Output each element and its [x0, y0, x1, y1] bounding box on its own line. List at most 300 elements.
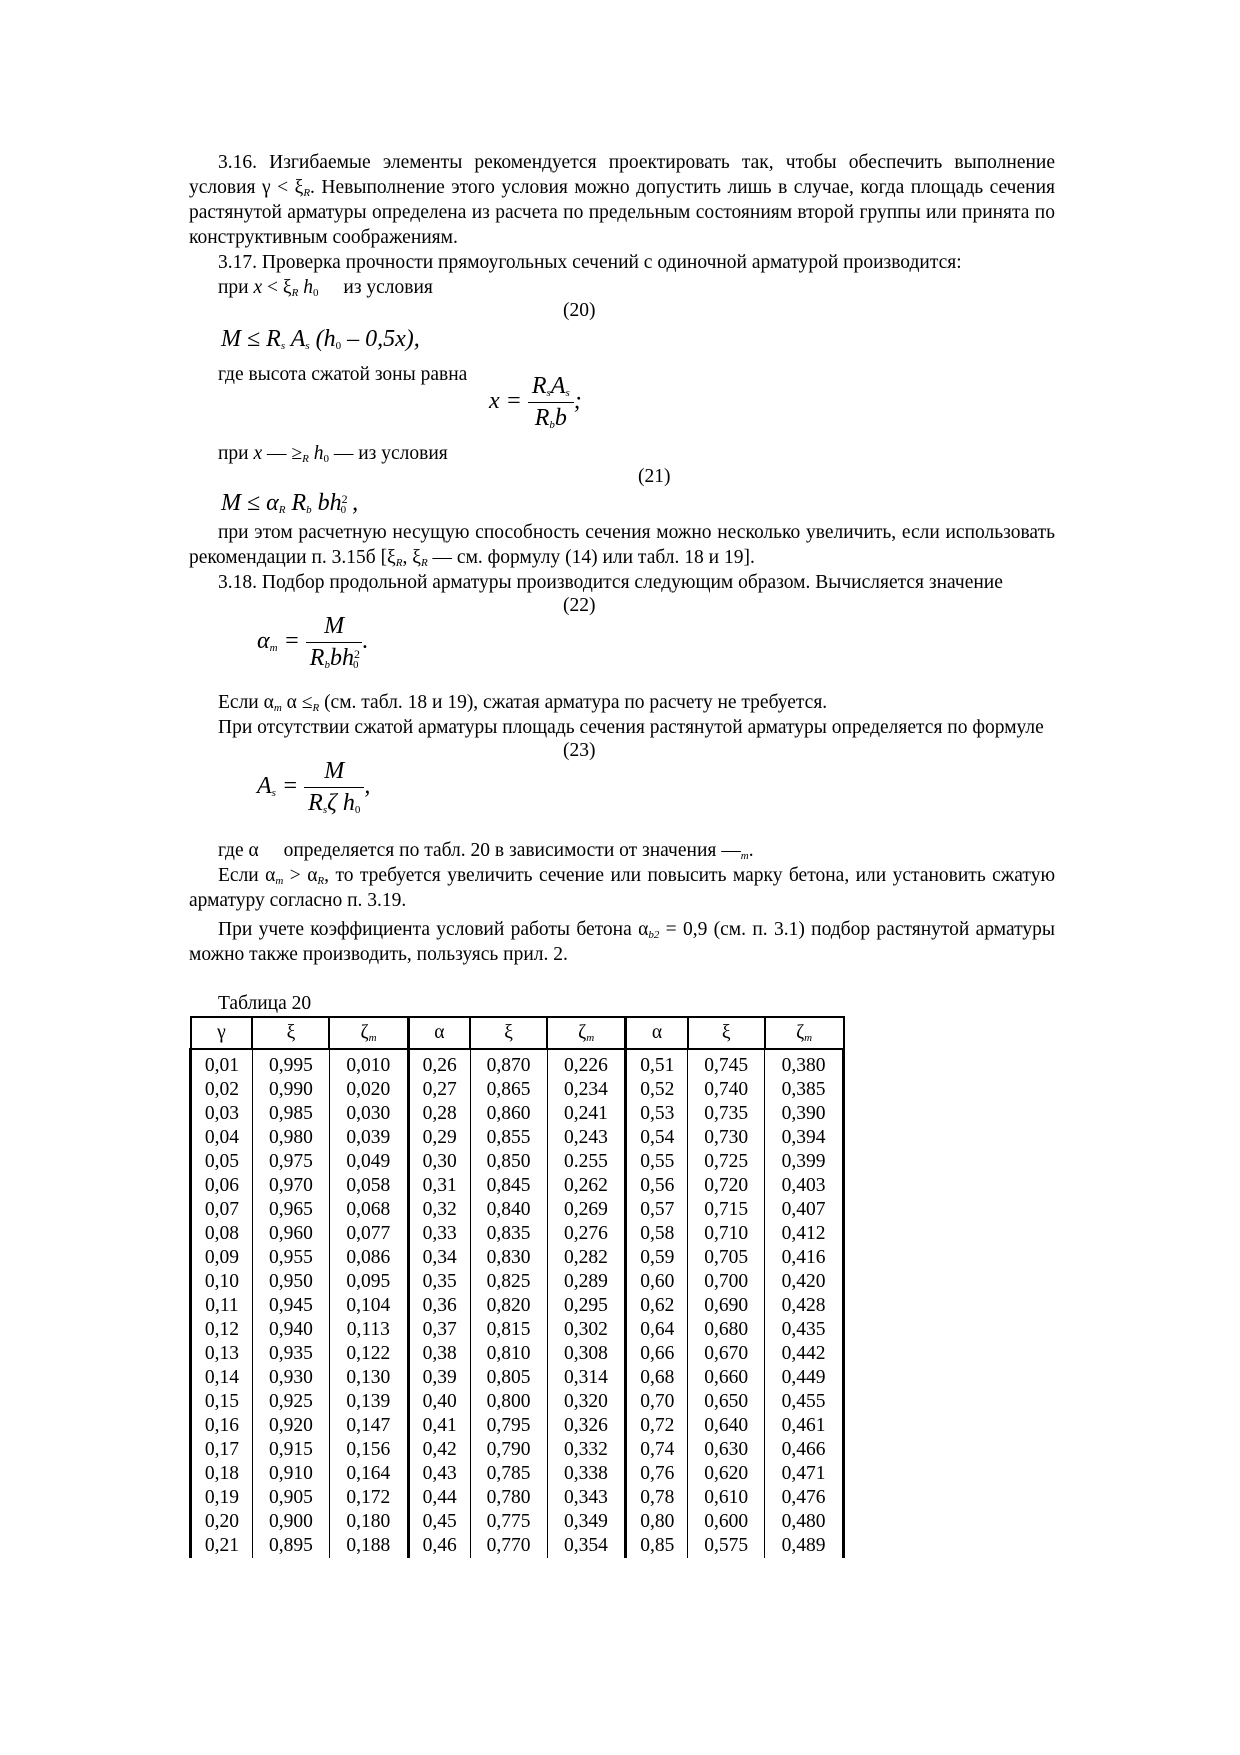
table-cell: 0,09: [191, 1246, 253, 1270]
table-row: [191, 1150, 844, 1174]
table-cell: 0,64: [626, 1318, 688, 1342]
table-cell: 0,835: [470, 1222, 547, 1246]
table-row: [191, 1294, 844, 1318]
where-alpha: [189, 838, 1055, 863]
table-cell: 0,34: [408, 1246, 470, 1270]
text: =: [277, 628, 300, 655]
table-row: [191, 1318, 844, 1342]
table-cell: 0,276: [547, 1222, 626, 1246]
table-cell: 0,965: [252, 1198, 329, 1222]
table-cell: 0,730: [688, 1126, 765, 1150]
text: , то требуется увеличить сечение или повысить марку бетона, или установить сжатую арматуру согласно п. 3.19.: [189, 865, 1056, 911]
table-cell: 0,640: [688, 1414, 765, 1438]
table-cell: 0,870: [470, 1049, 547, 1078]
table-cell: 0,05: [191, 1150, 253, 1174]
table-row: [191, 1462, 844, 1486]
table-cell: 0,820: [470, 1294, 547, 1318]
subscript: b: [549, 419, 555, 431]
header-symbol: ξ: [721, 1022, 731, 1043]
table-cell: 0,295: [547, 1294, 626, 1318]
document-page: [189, 150, 1055, 1558]
table-cell: 0,780: [470, 1486, 547, 1510]
table-cell: 0,010: [329, 1049, 408, 1078]
table-header-cell: [547, 1017, 626, 1049]
text: α: [257, 628, 270, 655]
text: ;: [573, 388, 582, 415]
subscript: R: [278, 504, 286, 516]
text: R: [309, 645, 325, 671]
subscript: 0: [354, 804, 361, 816]
table-cell: 0,320: [547, 1390, 626, 1414]
table-cell: 0,66: [626, 1342, 688, 1366]
table-cell: 0,85: [626, 1534, 688, 1558]
header-symbol: ξ: [504, 1022, 513, 1043]
text: . Невыполнение этого условия можно допустить лишь в случае, когда площадь сечения растянутой арматуры определена из расчета по предельным состояниям второй группы или принята по конструктивным соображениям.: [189, 177, 1055, 248]
table-cell: 0,54: [626, 1126, 688, 1150]
table-cell: 0,058: [329, 1174, 408, 1198]
text: при этом расчетную несущую способность сечения можно несколько увеличить, если использовать рекомендации п. 3.15б [ξ: [189, 522, 1055, 568]
table-cell: 0,27: [408, 1078, 470, 1102]
table-cell: 0,38: [408, 1342, 470, 1366]
table-cell: 0,466: [765, 1438, 844, 1462]
header-symbol: ζ: [578, 1022, 587, 1043]
table-cell: 0.255: [547, 1150, 626, 1174]
table-cell: 0,76: [626, 1462, 688, 1486]
table-cell: 0,715: [688, 1198, 765, 1222]
table-header-cell: [626, 1017, 688, 1049]
equation-number: (21): [638, 466, 671, 487]
table-cell: 0,955: [252, 1246, 329, 1270]
table-cell: 0,489: [765, 1534, 844, 1558]
table-cell: 0,770: [470, 1534, 547, 1558]
var-x: x: [253, 443, 263, 464]
equation-number: (22): [563, 595, 596, 616]
table-cell: 0,390: [765, 1102, 844, 1126]
table-cell: 0,905: [252, 1486, 329, 1510]
table-cell: 0,399: [765, 1150, 844, 1174]
table-cell: 0,122: [329, 1342, 408, 1366]
table-row: [191, 1126, 844, 1150]
fraction: [306, 613, 363, 672]
table-cell: 0,412: [765, 1222, 844, 1246]
subscript: R: [302, 453, 309, 465]
header-symbol: ζ: [360, 1022, 369, 1043]
table-cell: 0,343: [547, 1486, 626, 1510]
table-row: [191, 1366, 844, 1390]
if-am-le-aR: [189, 690, 1055, 715]
text: – 0,5x),: [341, 326, 420, 352]
table-cell: 0,049: [329, 1150, 408, 1174]
text: — из условия: [328, 443, 448, 464]
text: =: [275, 773, 299, 800]
table-cell: 0,70: [626, 1390, 688, 1414]
table-cell: 0,32: [408, 1198, 470, 1222]
table-cell: 0,12: [191, 1318, 253, 1342]
table-cell: 0,269: [547, 1198, 626, 1222]
subscript: 0: [335, 340, 342, 352]
subscript: 0: [340, 504, 347, 516]
text: A: [285, 326, 306, 352]
table-cell: 0,910: [252, 1462, 329, 1486]
text: < ξ: [270, 177, 304, 198]
table-cell: 0,20: [191, 1510, 253, 1534]
table-cell: 0,130: [329, 1366, 408, 1390]
table-header-cell: [252, 1017, 329, 1049]
table-cell: 0,17: [191, 1438, 253, 1462]
table-header-cell: [329, 1017, 408, 1049]
table-cell: 0,31: [408, 1174, 470, 1198]
table-cell: 0,920: [252, 1414, 329, 1438]
table-cell: 0,172: [329, 1486, 408, 1510]
table-cell: 0,262: [547, 1174, 626, 1198]
table-cell: 0,45: [408, 1510, 470, 1534]
text: при: [218, 277, 254, 298]
table-cell: 0,403: [765, 1174, 844, 1198]
table-cell: 0,980: [252, 1126, 329, 1150]
subscript: R: [291, 287, 299, 299]
table-row: [191, 1486, 844, 1510]
equation-23: [189, 740, 1055, 838]
table-cell: 0,950: [252, 1270, 329, 1294]
table-cell: 0,10: [191, 1270, 253, 1294]
table-cell: 0,775: [470, 1510, 547, 1534]
table-cell: 0,15: [191, 1390, 253, 1414]
table-cell: 0,55: [626, 1150, 688, 1174]
table-cell: 0,725: [688, 1150, 765, 1174]
table-cell: 0,02: [191, 1078, 253, 1102]
subscript: b2: [648, 929, 660, 941]
fraction: [528, 373, 574, 432]
table-cell: 0,234: [547, 1078, 626, 1102]
table-cell: 0,825: [470, 1270, 547, 1294]
table-cell: 0,610: [688, 1486, 765, 1510]
table-cell: 0,428: [765, 1294, 844, 1318]
formula-23: [257, 758, 370, 817]
text: — см. формулу (14) или табл. 18 и 19].: [427, 547, 755, 568]
table-cell: 0,164: [329, 1462, 408, 1486]
denominator: [304, 788, 364, 817]
numerator: M: [306, 613, 363, 643]
equation-number: (23): [563, 740, 596, 761]
if-am-gt-aR: [189, 863, 1055, 913]
text: A: [257, 773, 272, 800]
subscript: b: [324, 659, 330, 671]
subscript: R: [312, 702, 320, 714]
table-cell: 0,745: [688, 1049, 765, 1078]
subscript: s: [305, 340, 310, 352]
text: x =: [489, 388, 522, 415]
formula-22: [257, 613, 368, 672]
paragraph-3-18: 3.18. Подбор продольной арматуры производится следующим образом. Вычисляется значение: [218, 572, 1003, 593]
subscript: s: [565, 387, 570, 399]
table-cell: 0,416: [765, 1246, 844, 1270]
text: — ≥: [262, 443, 303, 464]
table-cell: 0,11: [191, 1294, 253, 1318]
table-cell: 0,810: [470, 1342, 547, 1366]
table-cell: 0,113: [329, 1318, 408, 1342]
text: при: [218, 443, 254, 464]
text: ζ h: [327, 790, 355, 816]
table-header-cell: [765, 1017, 844, 1049]
text: Если α: [218, 692, 274, 713]
table-cell: 0,58: [626, 1222, 688, 1246]
subscript: R: [303, 187, 311, 199]
formula-20: [221, 326, 420, 353]
table-cell: 0,830: [470, 1246, 547, 1270]
formula-x: [489, 373, 582, 432]
table-cell: 0,800: [470, 1390, 547, 1414]
text: bh: [329, 645, 354, 671]
header-subscript: m: [586, 1032, 595, 1044]
table-cell: 0,840: [470, 1198, 547, 1222]
table-cell: 0,43: [408, 1462, 470, 1486]
table-cell: 0,039: [329, 1126, 408, 1150]
header-symbol: α: [434, 1022, 445, 1043]
subscript: R: [395, 557, 403, 569]
subscript: 0: [352, 659, 359, 671]
table-cell: 0,077: [329, 1222, 408, 1246]
text: γ: [262, 177, 271, 198]
text: M ≤ α: [221, 490, 279, 516]
table-cell: 0,16: [191, 1414, 253, 1438]
paragraph-note: [189, 520, 1055, 570]
table-cell: 0,600: [688, 1510, 765, 1534]
table-cell: 0,476: [765, 1486, 844, 1510]
table-cell: 0,80: [626, 1510, 688, 1534]
text: , ξ: [402, 547, 421, 568]
table-cell: 0,01: [191, 1049, 253, 1078]
paragraph-3-17-title: 3.17. Проверка прочности прямоугольных сечений с одиночной арматурой производится:: [218, 252, 962, 273]
table-cell: 0,855: [470, 1126, 547, 1150]
table-cell: 0,44: [408, 1486, 470, 1510]
table-cell: 0,243: [547, 1126, 626, 1150]
denominator: [528, 403, 574, 432]
table-cell: 0,895: [252, 1534, 329, 1558]
table-cell: 0,41: [408, 1414, 470, 1438]
subscript: m: [273, 702, 282, 714]
subscript: s: [280, 340, 286, 352]
table-cell: 0,46: [408, 1534, 470, 1558]
table-cell: 0,442: [765, 1342, 844, 1366]
text: (см. табл. 18 и 19), сжатая арматура по расчету не требуется.: [319, 692, 828, 713]
table-cell: 0,900: [252, 1510, 329, 1534]
table-cell: 0,860: [470, 1102, 547, 1126]
table-row: [191, 1102, 844, 1126]
table-cell: 0,935: [252, 1342, 329, 1366]
subscript: s: [546, 387, 551, 399]
table-cell: 0,945: [252, 1294, 329, 1318]
table-cell: 0,78: [626, 1486, 688, 1510]
equation-22: [189, 595, 1055, 690]
table-header-cell: [688, 1017, 765, 1049]
table-cell: 0,04: [191, 1126, 253, 1150]
text: ,: [346, 490, 359, 516]
fraction: [304, 758, 364, 817]
table-cell: 0,850: [470, 1150, 547, 1174]
table-cell: 0,660: [688, 1366, 765, 1390]
table-cell: 0,740: [688, 1078, 765, 1102]
table-cell: 0,805: [470, 1366, 547, 1390]
table-cell: 0,57: [626, 1198, 688, 1222]
table-cell: 0,14: [191, 1366, 253, 1390]
table-cell: 0,995: [252, 1049, 329, 1078]
table-cell: 0,72: [626, 1414, 688, 1438]
table-row: [191, 1438, 844, 1462]
subscript: s: [271, 787, 276, 800]
table-cell: 0,925: [252, 1390, 329, 1414]
text: > α: [283, 865, 318, 886]
table-cell: 0,60: [626, 1270, 688, 1294]
table-cell: 0,68: [626, 1366, 688, 1390]
text: .: [748, 840, 754, 861]
table-header-cell: [470, 1017, 547, 1049]
header-subscript: m: [368, 1032, 377, 1044]
equation-20: [189, 300, 1055, 360]
table-cell: 0,08: [191, 1222, 253, 1246]
table-cell: 0,59: [626, 1246, 688, 1270]
table-cell: 0,07: [191, 1198, 253, 1222]
where-x-text: где высота сжатой зоны равна: [218, 364, 468, 385]
table-cell: 0,37: [408, 1318, 470, 1342]
subscript: s: [322, 804, 328, 816]
text: A: [550, 373, 566, 399]
table-cell: 0,338: [547, 1462, 626, 1486]
table-cell: 0,104: [329, 1294, 408, 1318]
table-cell: 0,380: [765, 1049, 844, 1078]
numerator: [528, 373, 574, 403]
header-subscript: m: [804, 1032, 813, 1044]
var-x: x: [253, 277, 263, 298]
table-cell: 0,735: [688, 1102, 765, 1126]
table-cell: 0,06: [191, 1174, 253, 1198]
table-cell: 0,670: [688, 1342, 765, 1366]
table-cell: 0,62: [626, 1294, 688, 1318]
table-cell: 0,282: [547, 1246, 626, 1270]
table-cell: 0,51: [626, 1049, 688, 1078]
table-cell: 0,620: [688, 1462, 765, 1486]
table-cell: 0,36: [408, 1294, 470, 1318]
table-cell: 0,308: [547, 1342, 626, 1366]
text: < ξ: [262, 277, 292, 298]
table-cell: 0,18: [191, 1462, 253, 1486]
text: 3.16. Изгибаемые элементы рекомендуется проектировать так, чтобы обеспечить выполнение условия: [189, 152, 1055, 198]
table-row: [191, 1174, 844, 1198]
table-cell: 0,21: [191, 1534, 253, 1558]
table-cell: 0,461: [765, 1414, 844, 1438]
table-cell: 0,700: [688, 1270, 765, 1294]
table-caption: Таблица 20: [218, 993, 312, 1014]
table-cell: 0,940: [252, 1318, 329, 1342]
paragraph-absent: При отсутствии сжатой арматуры площадь сечения растянутой арматуры определяется по формуле: [218, 717, 1044, 738]
table-cell: 0,030: [329, 1102, 408, 1126]
table-row: [191, 1390, 844, 1414]
table-cell: 0,332: [547, 1438, 626, 1462]
table-cell: 0,53: [626, 1102, 688, 1126]
table-cell: 0,30: [408, 1150, 470, 1174]
table-body: [191, 1049, 844, 1558]
text: α ≤: [281, 692, 313, 713]
table-cell: 0,226: [547, 1049, 626, 1078]
subscript: m: [275, 875, 284, 887]
subscript: 0: [312, 287, 319, 299]
table-cell: 0,40: [408, 1390, 470, 1414]
table-cell: 0,33: [408, 1222, 470, 1246]
formula-21: [221, 490, 358, 517]
table-row: [191, 1246, 844, 1270]
text: R: [285, 490, 307, 516]
table-cell: 0,407: [765, 1198, 844, 1222]
table-row: [191, 1342, 844, 1366]
subscript: R: [420, 557, 428, 569]
subscript: m: [740, 850, 749, 862]
table-row: [191, 1510, 844, 1534]
table-cell: 0,56: [626, 1174, 688, 1198]
table-cell: 0,52: [626, 1078, 688, 1102]
table-cell: 0,710: [688, 1222, 765, 1246]
var-h: h: [308, 443, 324, 464]
subscript: R: [317, 875, 325, 887]
table-cell: 0,302: [547, 1318, 626, 1342]
table-cell: 0,086: [329, 1246, 408, 1270]
header-symbol: ζ: [796, 1022, 805, 1043]
subscript: b: [306, 504, 312, 516]
table-cell: 0,349: [547, 1510, 626, 1534]
table-cell: 0,845: [470, 1174, 547, 1198]
equation-number: (20): [563, 300, 596, 321]
table-header-cell: [408, 1017, 470, 1049]
table-cell: 0,960: [252, 1222, 329, 1246]
table-row: [191, 1049, 844, 1078]
text: R: [531, 373, 547, 399]
header-symbol: γ: [217, 1022, 226, 1043]
table-row: [191, 1222, 844, 1246]
case-2-condition: [189, 441, 1055, 466]
table-cell: 0,575: [688, 1534, 765, 1558]
paragraph-b2: [189, 917, 1055, 967]
table-cell: 0,068: [329, 1198, 408, 1222]
table-cell: 0,314: [547, 1366, 626, 1390]
table-cell: 0,915: [252, 1438, 329, 1462]
table-row: [191, 1078, 844, 1102]
table-cell: 0,74: [626, 1438, 688, 1462]
table-cell: 0,985: [252, 1102, 329, 1126]
header-symbol: ξ: [286, 1022, 296, 1043]
table-cell: 0,480: [765, 1510, 844, 1534]
text: (h: [309, 326, 336, 352]
table-cell: 0,815: [470, 1318, 547, 1342]
table-cell: 0,180: [329, 1510, 408, 1534]
table-cell: 0,139: [329, 1390, 408, 1414]
table-cell: 0,785: [470, 1462, 547, 1486]
table-cell: 0,095: [329, 1270, 408, 1294]
table-cell: 0,970: [252, 1174, 329, 1198]
table-cell: 0,790: [470, 1438, 547, 1462]
table-cell: 0,435: [765, 1318, 844, 1342]
numerator: M: [304, 758, 364, 788]
table-cell: 0,188: [329, 1534, 408, 1558]
text: Если α: [218, 865, 276, 886]
table-cell: 0,930: [252, 1366, 329, 1390]
table-cell: 0,650: [688, 1390, 765, 1414]
text: b: [554, 405, 567, 431]
table-cell: 0,705: [688, 1246, 765, 1270]
subscript: m: [269, 642, 278, 655]
text: где α   определяется по табл. 20 в зависимости от значения —: [218, 840, 741, 861]
text: R: [308, 790, 323, 816]
table-cell: 0,455: [765, 1390, 844, 1414]
table-cell: 0,28: [408, 1102, 470, 1126]
text: При учете коэффициента условий работы бетона α: [218, 919, 649, 940]
